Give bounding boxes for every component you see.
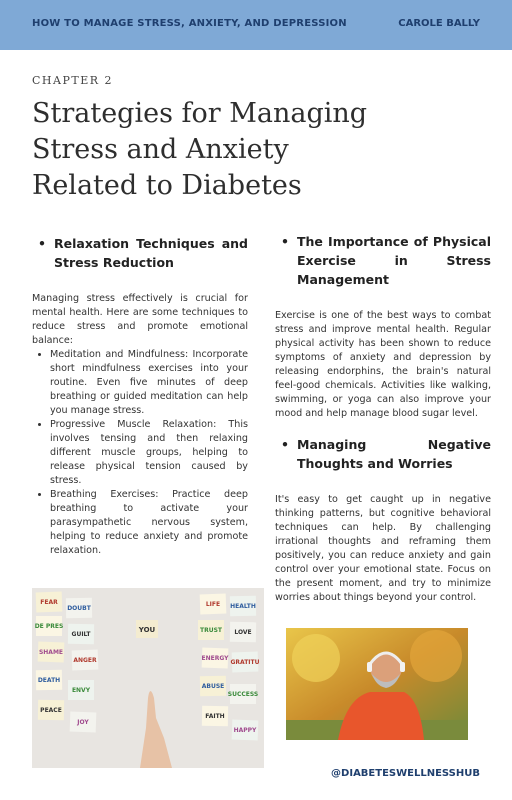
bullet-icon: • [38, 236, 46, 251]
sticky-note-text: ENERGY [201, 655, 229, 662]
jogging-illustration [286, 628, 468, 740]
section-intro: Managing stress effectively is crucial for mental health. Here are some techniques to reduce stress and promote emotional balance: [32, 293, 248, 346]
title-line: Related to Diabetes [32, 170, 302, 201]
right-column [275, 232, 491, 605]
sticky-note-text: LIFE [205, 601, 221, 608]
list-item: • Meditation and Mindfulness: Incorporate short mindfulness exercises into your routine. Even five minutes of deep breathing or guided meditation can help you manage stress. [50, 348, 248, 418]
sticky-note-text: HAPPY [233, 727, 257, 734]
section-heading-negative-thoughts [275, 435, 491, 473]
social-handle: @DIABETESWELLNESSHUB [331, 768, 480, 779]
sticky-note-text: GRATITU [230, 659, 260, 666]
sticky-note-text: SHAME [38, 649, 64, 656]
technique-list [32, 348, 248, 558]
section-heading-text: Managing Negative Thoughts and Worries [297, 437, 491, 471]
sticky-notes-photo [32, 588, 264, 768]
sticky-note-text: ENVY [71, 687, 91, 694]
section-heading-relaxation [32, 234, 248, 272]
jogging-man-photo [286, 628, 468, 740]
title-line: Strategies for Managing [32, 98, 368, 129]
sticky-note-text: SUCCESS [227, 691, 259, 698]
sticky-note-text: ABUSE [201, 683, 225, 690]
page-header [0, 0, 512, 50]
bullet-icon: • [281, 437, 289, 452]
sticky-note-text: JOY [77, 719, 89, 726]
list-item: • Breathing Exercises: Practice deep breathing to activate your parasympathetic nervous system, helping to reduce anxiety and promote relaxation. [50, 488, 248, 558]
list-item: • Progressive Muscle Relaxation: This involves tensing and then relaxing different muscle groups, helping to release physical tension caused by stress. [50, 418, 248, 488]
sticky-note-text: GUILT [71, 631, 91, 638]
title-line: Stress and Anxiety [32, 134, 289, 165]
center-note-text: YOU [138, 626, 156, 634]
sticky-note-text: TRUST [200, 627, 222, 634]
section-body: It's easy to get caught up in negative thinking patterns, but cognitive behavioral techniques can help. By challenging irrational thoughts and reframing them positively, you can reduce anxiety and gain control over your emotional state. Focus on the present moment, and try to minimize worries about things beyond your control. [275, 494, 491, 603]
author-name: CAROLE BALLY [398, 18, 480, 29]
left-column [32, 234, 248, 558]
sticky-notes-illustration [32, 588, 264, 768]
book-title: HOW TO MANAGE STRESS, ANXIETY, AND DEPRESSION [32, 18, 347, 29]
chapter-title [32, 96, 392, 204]
sticky-note-text: DEATH [37, 677, 61, 684]
sticky-note-text: ANGER [73, 657, 97, 664]
sticky-note-text: PEACE [40, 707, 62, 714]
section-heading-text: The Importance of Physical Exercise in Stress Management [297, 234, 491, 287]
section-heading-text: Relaxation Techniques and Stress Reduction [54, 236, 248, 270]
sticky-note-text: DE PRES [34, 623, 64, 630]
sticky-note-text: DOUBT [67, 605, 91, 612]
section-body: Exercise is one of the best ways to combat stress and improve mental health. Regular physical activity has been shown to reduce symptoms of anxiety and depression by releasing endorphins, the brain's natural feel-good chemicals. Activities like walking, swimming, or yoga can also improve your mood and help manage blood sugar level. [275, 310, 491, 419]
sticky-note-text: FEAR [40, 599, 58, 606]
sticky-note-text: HEALTH [230, 603, 256, 610]
section-heading-exercise [275, 232, 491, 289]
bullet-icon: • [281, 234, 289, 249]
sticky-note-text: FAITH [205, 713, 225, 720]
sticky-note-text: LOVE [234, 629, 252, 636]
chapter-label: CHAPTER 2 [32, 74, 113, 87]
